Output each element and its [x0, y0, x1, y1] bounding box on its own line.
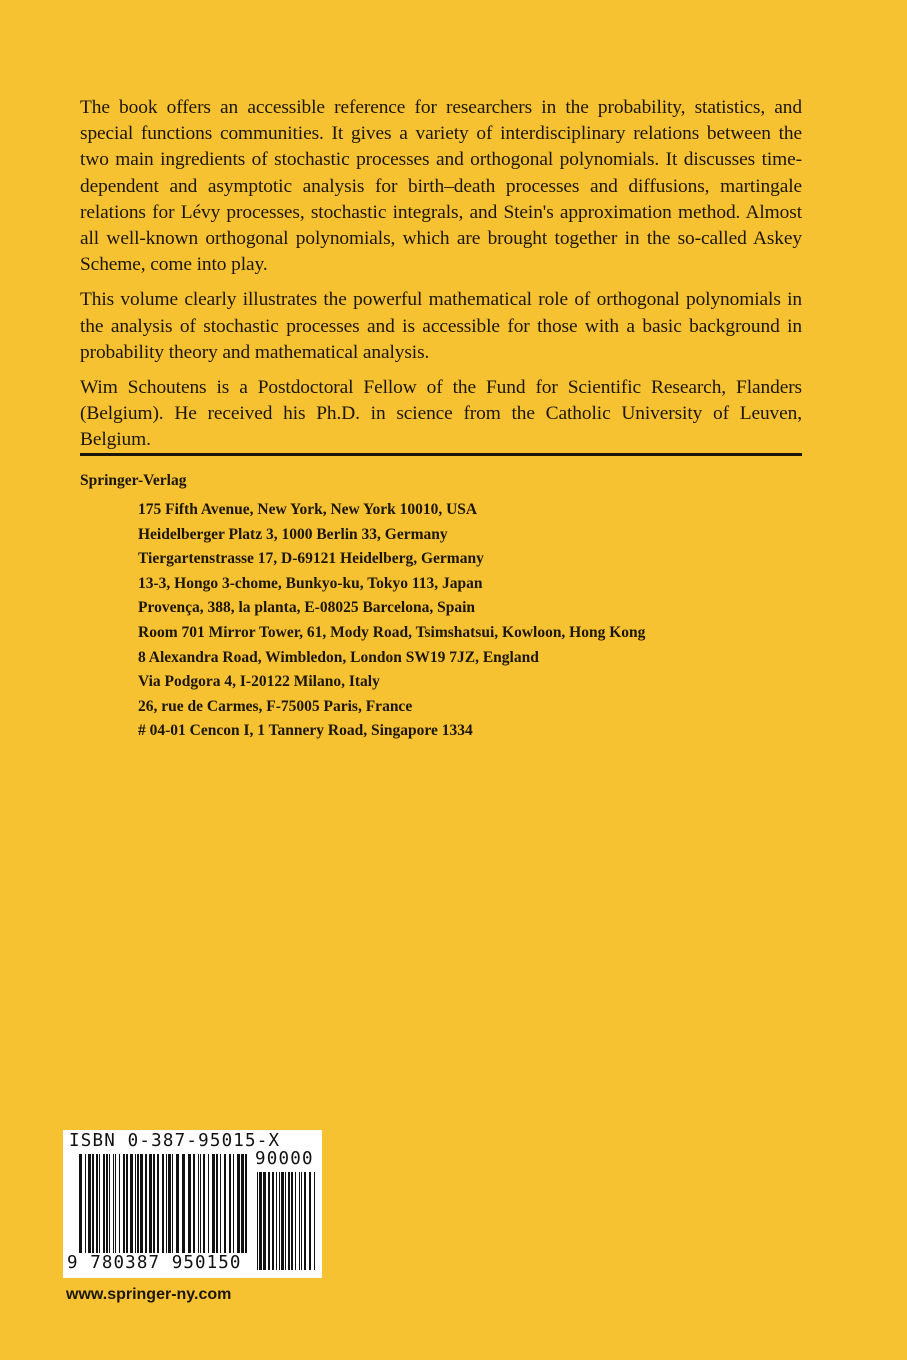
- ean-number: 9 780387 950150: [67, 1253, 247, 1273]
- description-paragraph-1: The book offers an accessible reference for researchers in the probability, statistics, and special functions communities. It gives a variety of interdisciplinary relations between the two main ingredients of stochastic processes and orthogonal polynomials. It discusses time-dependent and asymptotic analysis for birth–death processes and diffusions, martingale relations for Lévy processes, stochastic integrals, and Stein's approximation method. Almost all well-known orthogonal polynomials, which are brought together in the so-called Askey Scheme, come into play.: [80, 97, 802, 276]
- publisher-name: Springer-Verlag: [80, 472, 187, 489]
- address-new-york: 175 Fifth Avenue, New York, New York 10010, USA: [138, 501, 478, 518]
- author-bio-paragraph: Wim Schoutens is a Postdoctoral Fellow of the Fund for Scientific Research, Flanders (Belgium). He received his Ph.D. in science from the Catholic University of Leuven, Belgium.: [80, 377, 802, 451]
- address-milano: Via Podgora 4, I-20122 Milano, Italy: [138, 673, 380, 691]
- address-paris: 26, rue de Carmes, F-75005 Paris, France: [138, 697, 413, 715]
- address-heidelberg: Tiergartenstrasse 17, D-69121 Heidelberg, Germany: [138, 550, 484, 568]
- address-berlin: Heidelberger Platz 3, 1000 Berlin 33, Germany: [138, 525, 448, 543]
- address-tokyo: 13-3, Hongo 3-chome, Bunkyo-ku, Tokyo 113, Japan: [138, 574, 483, 592]
- isbn-barcode: [63, 1130, 322, 1278]
- barcode-price-addon: 90000: [255, 1149, 314, 1169]
- address-singapore: # 04-01 Cencon I, 1 Tannery Road, Singapore 1334: [138, 722, 473, 740]
- description-paragraph-2: This volume clearly illustrates the powerful mathematical role of orthogonal polynomials in the analysis of stochastic processes and is accessible for those with a basic background in probability theory and mathematical analysis.: [80, 289, 802, 363]
- address-barcelona: Provença, 388, la planta, E-08025 Barcelona, Spain: [138, 599, 476, 617]
- back-cover-description: [80, 95, 802, 463]
- address-london: 8 Alexandra Road, Wimbledon, London SW19 7JZ, England: [138, 648, 539, 666]
- publisher-block: [80, 470, 645, 744]
- isbn-number: ISBN 0-387-95015-X: [69, 1131, 281, 1151]
- publisher-website: www.springer-ny.com: [66, 1286, 232, 1303]
- publisher-address-list: [80, 498, 645, 744]
- address-hong-kong: Room 701 Mirror Tower, 61, Mody Road, Tsimshatsui, Kowloon, Hong Kong: [138, 623, 646, 641]
- divider-rule: [80, 453, 802, 456]
